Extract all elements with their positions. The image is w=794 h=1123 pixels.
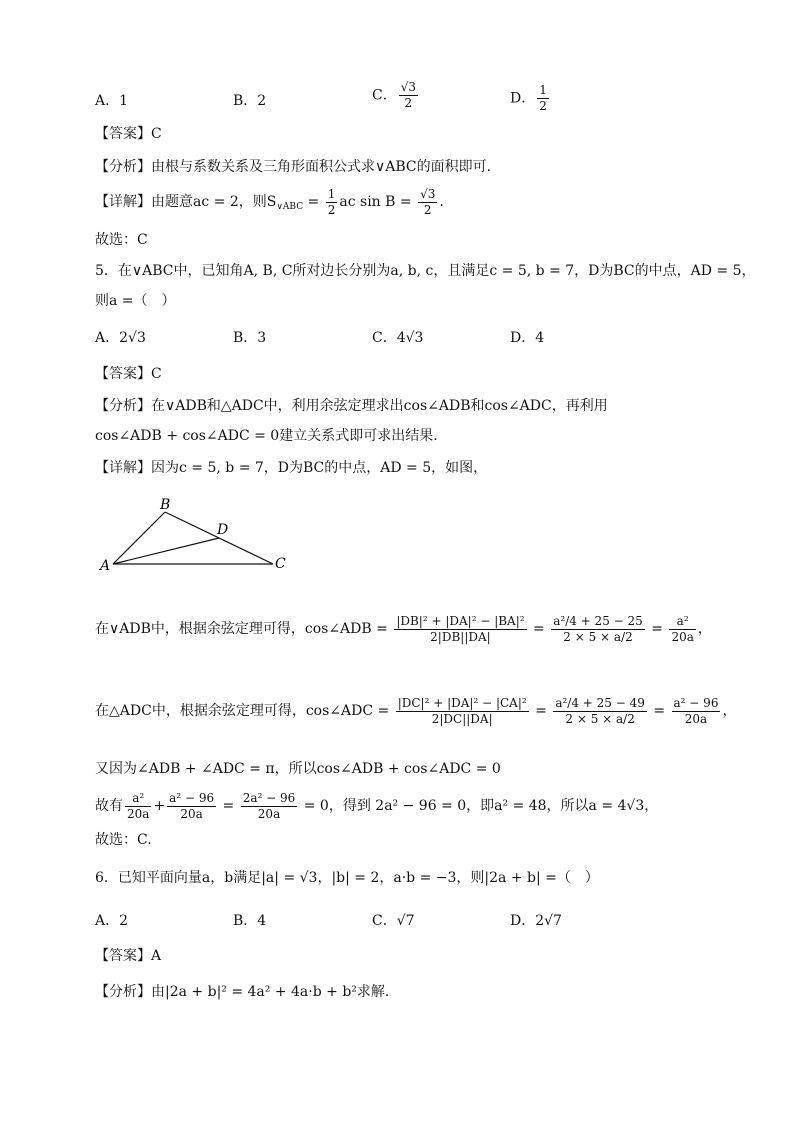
q4-option-c <box>372 80 420 111</box>
q6-option-a: A．2 <box>95 913 129 929</box>
q5-eq1-frac2 <box>551 614 645 645</box>
q5-eq2-frac1 <box>396 696 529 727</box>
q5-option-d: D．4 <box>510 330 545 346</box>
label-b: B <box>160 497 171 513</box>
q5-eq2-pre: 在△ADC中，根据余弦定理可得，cos∠ADC = <box>95 703 394 719</box>
q5-analysis-line1 <box>95 396 608 416</box>
q5-eq2-frac3 <box>672 696 721 727</box>
q4-detail-frac1-num: 1 <box>327 186 336 201</box>
q5-eq1-end: ， <box>697 621 712 637</box>
q4-option-a: A．1 <box>95 93 129 109</box>
q6-stem: 6．已知平面向量a，b满足|a| = √3，|b| = 2，a·b = −3，则|2a + b| =（ ） <box>95 870 599 886</box>
q6-analysis-text: 由|2a + b|² = 4a² + 4a·b + b²求解. <box>151 984 390 1000</box>
q5-eq1-res-den: 20a <box>671 629 694 644</box>
q4-option-d-num: 1 <box>539 83 547 97</box>
q5-eq2-num: |DC|² + |DA|² − |CA|² <box>397 695 527 710</box>
q5-detail-tag: 【详解】 <box>95 460 151 476</box>
q5-final-frac2-num: a² − 96 <box>169 790 215 805</box>
side-ab <box>113 512 165 564</box>
q5-stem-line1: 5．在∨ABC中，已知角A, B, C所对边长分别为a, b, c，且满足c = 5, b = 7，D为BC的中点，AD = 5， <box>95 263 756 279</box>
q6-option-d: D．2√7 <box>510 913 562 929</box>
q5-stem-line2: 则a =（ ） <box>95 293 176 309</box>
q6-answer: 【答案】A <box>95 948 162 964</box>
median-ad <box>113 538 219 564</box>
q4-analysis <box>95 157 491 177</box>
q4-option-b: B．2 <box>233 93 267 109</box>
q5-option-c: C．4√3 <box>372 330 424 346</box>
q5-eq1-num: |DB|² + |DA|² − |BA|² <box>396 613 525 628</box>
triangle-figure <box>90 492 300 577</box>
q5-final-frac3-den: 20a <box>257 806 281 821</box>
q5-eq2-frac2 <box>553 696 647 727</box>
q4-detail-pre: 由题意ac = 2，则S <box>151 194 277 210</box>
q4-detail <box>95 184 444 225</box>
q5-final-frac2-den: 20a <box>180 806 203 821</box>
q4-detail-frac1-den: 2 <box>327 202 336 217</box>
q4-detail-tag: 【详解】 <box>95 194 151 210</box>
q5-final-post: = 0，得到 2a² − 96 = 0，即a² = 48，所以a = 4√3， <box>299 798 659 814</box>
q5-option-a: A．2√3 <box>95 330 146 346</box>
label-a: A <box>100 558 111 574</box>
q5-eq1-num2: a²/4 + 25 − 25 <box>553 613 643 628</box>
q5-final-frac1 <box>125 791 151 822</box>
q4-detail-post: ac sin B = <box>339 194 417 210</box>
q4-detail-frac2 <box>418 187 437 218</box>
q4-option-c-num: √3 <box>400 80 416 94</box>
q5-eq2-res-num: a² − 96 <box>673 695 719 710</box>
q5-sum-line: 又因为∠ADB + ∠ADC = π，所以cos∠ADB + cos∠ADC = 0 <box>95 761 501 777</box>
q5-eq1-frac3 <box>669 614 695 645</box>
q4-detail-sub: ∨ABC <box>276 202 304 212</box>
label-c: C <box>275 556 286 572</box>
label-d: D <box>217 522 229 538</box>
q5-eq2-num2: a²/4 + 25 − 49 <box>555 695 645 710</box>
q4-detail-frac1 <box>326 187 338 218</box>
q4-option-d-den: 2 <box>539 99 547 113</box>
q5-eq1-frac1 <box>394 614 526 645</box>
q5-eq1-res-num: a² <box>669 614 695 630</box>
q5-detail <box>95 458 487 478</box>
q5-final-frac2 <box>167 791 216 822</box>
q4-option-d-fraction <box>537 83 549 114</box>
q5-eq1-den2: 2 × 5 × a/2 <box>563 629 633 644</box>
q5-final-pre: 故有 <box>95 798 123 814</box>
q5-eq2-den2: 2 × 5 × a/2 <box>565 711 635 726</box>
q5-final-frac1-num: a² <box>125 791 151 807</box>
q5-analysis-text1: 在∨ADB和△ADC中，利用余弦定理求出cos∠ADB和cos∠ADC，再利用 <box>151 398 608 414</box>
q6-analysis-tag: 【分析】 <box>95 984 151 1000</box>
q5-eq1: 在∨ADB中，根据余弦定理可得，cos∠ADB = $\frac{\text{|DB|² + |DA|² − |BA|²}}{2|DB||DA|}$ = $\frac{\text{a²/4 + 25 − 25}}{2 \times 5 \times a/2}$ = $\frac{\text{a²}}{20a}$ ， <box>95 613 712 644</box>
q5-eq2: 在△ADC中，根据余弦定理可得，cos∠ADC = $\frac{\text{|DC|² + |DA|² − |CA|²}}{2|DC||DA|}$ = $\frac{\text{a²/4 + 25 − 49}}{2 \times 5 \times a/2}$ = $\frac{\text{a² − 96}}{20a}$ ， <box>95 695 737 726</box>
q6-option-c: C．√7 <box>372 913 415 929</box>
q4-option-c-fraction <box>399 80 418 111</box>
q4-analysis-text: 由根与系数关系及三角形面积公式求∨ABC的面积即可. <box>151 159 492 175</box>
q4-detail-end: . <box>439 194 444 210</box>
q4-option-d <box>510 83 551 114</box>
q4-option-c-prefix: C． <box>372 87 397 104</box>
q5-final-frac3-num: 2a² − 96 <box>242 790 296 805</box>
q4-option-d-prefix: D． <box>510 90 536 107</box>
q5-detail-text: 因为c = 5, b = 7，D为BC的中点，AD = 5，如图， <box>151 460 488 476</box>
q5-answer: 【答案】C <box>95 366 162 382</box>
q4-option-c-den: 2 <box>404 96 413 110</box>
q5-analysis-line2: cos∠ADB + cos∠ADC = 0建立关系式即可求出结果. <box>95 428 438 444</box>
q4-analysis-tag: 【分析】 <box>95 159 151 175</box>
q5-final-line: 故有 $\frac{\text{a²}}{20a}$ + $\frac{\text{a² − 96}}{20a}$ = $\frac{\text{2a² − 96}}{20a}$ = 0，得到 2a² − 96 = 0，即a² = 48，所以a = 4√3， <box>95 790 659 821</box>
q4-detail-frac2-num: √3 <box>420 186 436 201</box>
q5-conclusion: 故选：C. <box>95 832 152 848</box>
q5-option-b: B．3 <box>233 330 267 346</box>
q5-eq2-den: 2|DC||DA| <box>431 711 493 726</box>
q4-detail-mid: = <box>303 194 324 210</box>
q6-analysis <box>95 982 389 1002</box>
q4-conclusion: 故选：C <box>95 232 148 248</box>
q6-option-b: B．4 <box>233 913 267 929</box>
q4-detail-frac2-den: 2 <box>423 202 432 217</box>
q5-eq2-res-den: 20a <box>684 711 708 726</box>
q5-analysis-tag: 【分析】 <box>95 398 151 414</box>
q4-answer: 【答案】C <box>95 126 162 142</box>
q5-eq2-end: ， <box>722 703 737 719</box>
q5-eq1-pre: 在∨ADB中，根据余弦定理可得，cos∠ADB = <box>95 621 393 637</box>
q5-final-frac3 <box>241 791 298 822</box>
q5-eq1-den: 2|DB||DA| <box>430 629 491 644</box>
q5-final-frac1-den: 20a <box>127 806 150 821</box>
